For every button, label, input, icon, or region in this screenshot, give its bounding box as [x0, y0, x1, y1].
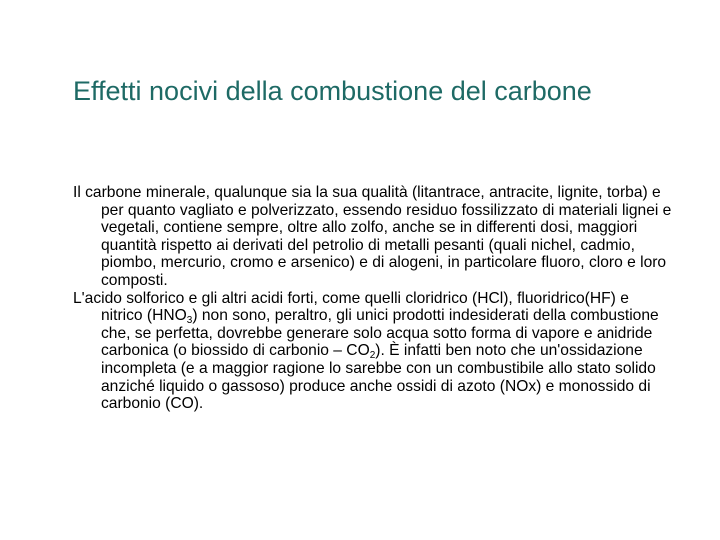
slide-body — [73, 184, 673, 413]
subscript: 3 — [186, 315, 193, 327]
paragraph-text-part: ). È infatti ben noto che un'ossidazione incompleta (e a maggior ragione lo sarebbe con un combustibile allo stato solido anziché liquido o gassoso) produce anche ossidi di azoto (NOx) e monossido di carbonio (CO). — [101, 342, 656, 413]
paragraph-text-part: L'acido solforico e gli altri acidi forti, come quelli cloridrico (HCl), fluoridrico(HF) e nitrico (HNO — [73, 289, 629, 325]
paragraph-text-part: ) non sono, peraltro, gli unici prodotti indesiderati della combustione che, se perfetta, dovrebbe generare solo acqua sotto forma di vapore e anidride carbonica (o biossido di carbonio – CO — [101, 307, 659, 360]
subscript: 2 — [369, 350, 376, 362]
paragraph-coal-composition: Il carbone minerale, qualunque sia la sua qualità (litantrace, antracite, lignite, torba) e per quanto vagliato e polverizzato, essendo residuo fossilizzato di materiali lignei e vegetali, contiene sempre, oltre allo zolfo, anche se in differenti dosi, maggiori quantità rispetto ai derivati del petrolio di metalli pesanti (quali nichel, cadmio, piombo, mercurio, cromo e arsenico) e di alogeni, in particolare fluoro, cloro e loro composti. — [73, 184, 672, 289]
paragraph-combustion-products — [73, 290, 673, 413]
slide-title: Effetti nocivi della combustione del carbone — [73, 76, 592, 106]
